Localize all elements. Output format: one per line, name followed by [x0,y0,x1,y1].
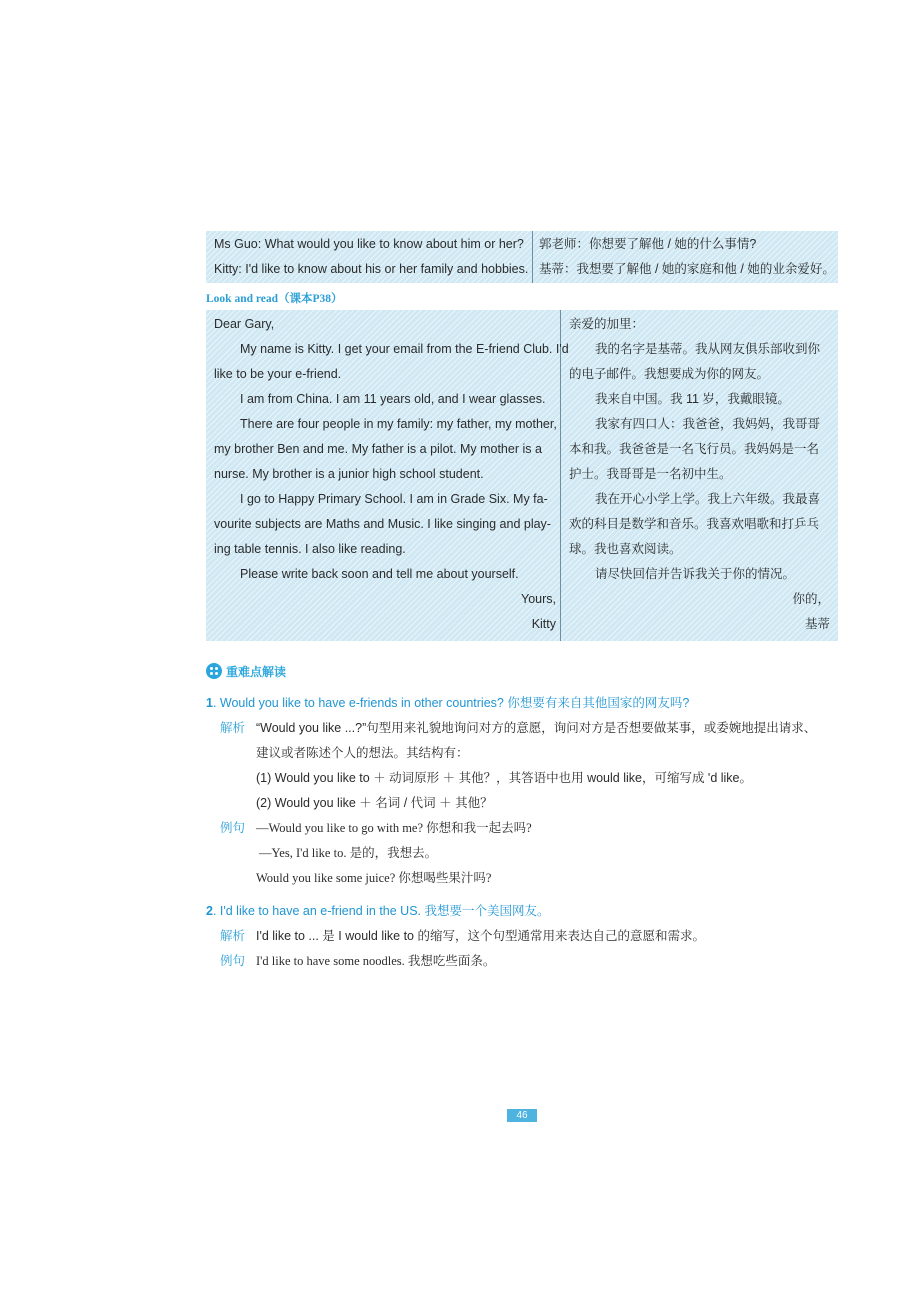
letter-line: nurse. My brother is a junior high school student. [214,467,484,481]
point-number: 2 [206,904,213,918]
page-number: 46 [507,1109,537,1122]
example-label: 例句 [220,821,246,835]
letter-line-zh: 本和我。我爸爸是一名飞行员。我妈妈是一名 [569,442,820,456]
question-text: . I'd like to have an e-friend in the US. 我想要一个美国网友。 [212,904,550,918]
letter-line-zh: 我家有四口人：我爸爸，我妈妈，我哥哥 [595,417,821,431]
letter-line-zh: 的电子邮件。我想要成为你的网友。 [569,367,770,381]
analysis-line: 建议或者陈述个人的想法。其结构有： [256,746,469,760]
dialogue-line-zh: 基蒂：我想要了解他 / 她的家庭和他 / 她的业余爱好。 [539,262,835,276]
question-text: . Would you like to have e-friends in other countries? 你想要有来自其他国家的网友吗? [212,696,690,710]
analysis-label: 解析 [220,929,246,943]
letter-zh [569,312,830,637]
badge-label: 重难点解读 [226,665,287,679]
analysis-block [220,924,846,974]
key-points-badge [206,661,288,681]
dialogue-line-zh: 郭老师：你想要了解他 / 她的什么事情? [539,237,757,251]
letter-line: like to be your e-friend. [214,367,342,381]
dots-icon [206,663,222,679]
letter-line: ing table tennis. I also like reading. [214,542,406,556]
letter-line-zh: 我的名字是基蒂。我从网友俱乐部收到你 [595,342,821,356]
letter-line: vourite subjects are Maths and Music. I like singing and play- [214,517,551,531]
analysis-line: “Would you like ...?”句型用来礼貌地询问对方的意愿，询问对方是否想要做某事，或委婉地提出请求、 [256,721,817,735]
dialogue-divider [532,231,533,283]
dialogue-box [206,231,838,283]
letter-signature: Kitty [531,617,556,631]
letter-line-zh: 球。我也喜欢阅读。 [569,542,682,556]
analysis-label: 解析 [220,721,246,735]
letter-line: I go to Happy Primary School. I am in Grade Six. My fa- [240,492,548,506]
point-1 [206,691,846,885]
letter-line: My name is Kitty. I get your email from the E-friend Club. I'd [240,342,569,356]
analysis-line: I'd like to ... 是 I would like to 的缩写，这个句型通常用来表达自己的意愿和需求。 [256,929,705,943]
section-title: Look and read（课本P38） [206,293,343,305]
letter-line: my brother Ben and me. My father is a pilot. My mother is a [214,442,542,456]
analysis-line: (2) Would you like ＋ 名词 / 代词 ＋ 其他？ [256,796,493,810]
letter-line: There are four people in my family: my father, my mother, [240,417,557,431]
letter-signature-zh: 基蒂 [804,617,830,631]
letter-line: I am from China. I am 11 years old, and I wear glasses. [240,392,546,406]
dialogue-line: Ms Guo: What would you like to know about him or her? [214,237,524,251]
letter-closing: Yours, [521,592,556,606]
point-question [206,691,846,716]
analysis-line: (1) Would you like to ＋ 动词原形 ＋ 其他？，其答语中也用 would like，可缩写成 'd like。 [256,771,753,785]
letter-line-zh: 欢的科目是数学和音乐。我喜欢唱歌和打乒乓 [569,517,820,531]
letter-greeting-zh: 亲爱的加里： [569,317,645,331]
letter-line-zh: 请尽快回信并告诉我关于你的情况。 [595,567,796,581]
letter-box [206,310,838,641]
point-number: 1 [206,696,213,710]
letter-line-zh: 我来自中国。我 11 岁，我戴眼镜。 [595,392,790,406]
letter-closing-zh: 你的， [792,592,830,606]
letter-en [214,312,569,637]
example-line: I'd like to have some noodles. 我想吃些面条。 [256,954,496,968]
dialogue-en [214,232,528,282]
point-question [206,899,846,924]
analysis-block [220,716,846,891]
point-2 [206,899,846,968]
letter-greeting: Dear Gary, [214,317,275,331]
dialogue-line: Kitty: I'd like to know about his or her family and hobbies. [214,262,529,276]
example-label: 例句 [220,954,246,968]
letter-line-zh: 我在开心小学上学。我上六年级。我最喜 [595,492,821,506]
letter-line-zh: 护士。我哥哥是一名初中生。 [569,467,732,481]
example-line: —Would you like to go with me? 你想和我一起去吗? [256,821,532,835]
dialogue-zh [539,232,835,282]
letter-line: Please write back soon and tell me about yourself. [240,567,519,581]
example-line: —Yes, I'd like to. 是的，我想去。 [259,846,438,860]
example-line: Would you like some juice? 你想喝些果汁吗? [256,871,492,885]
